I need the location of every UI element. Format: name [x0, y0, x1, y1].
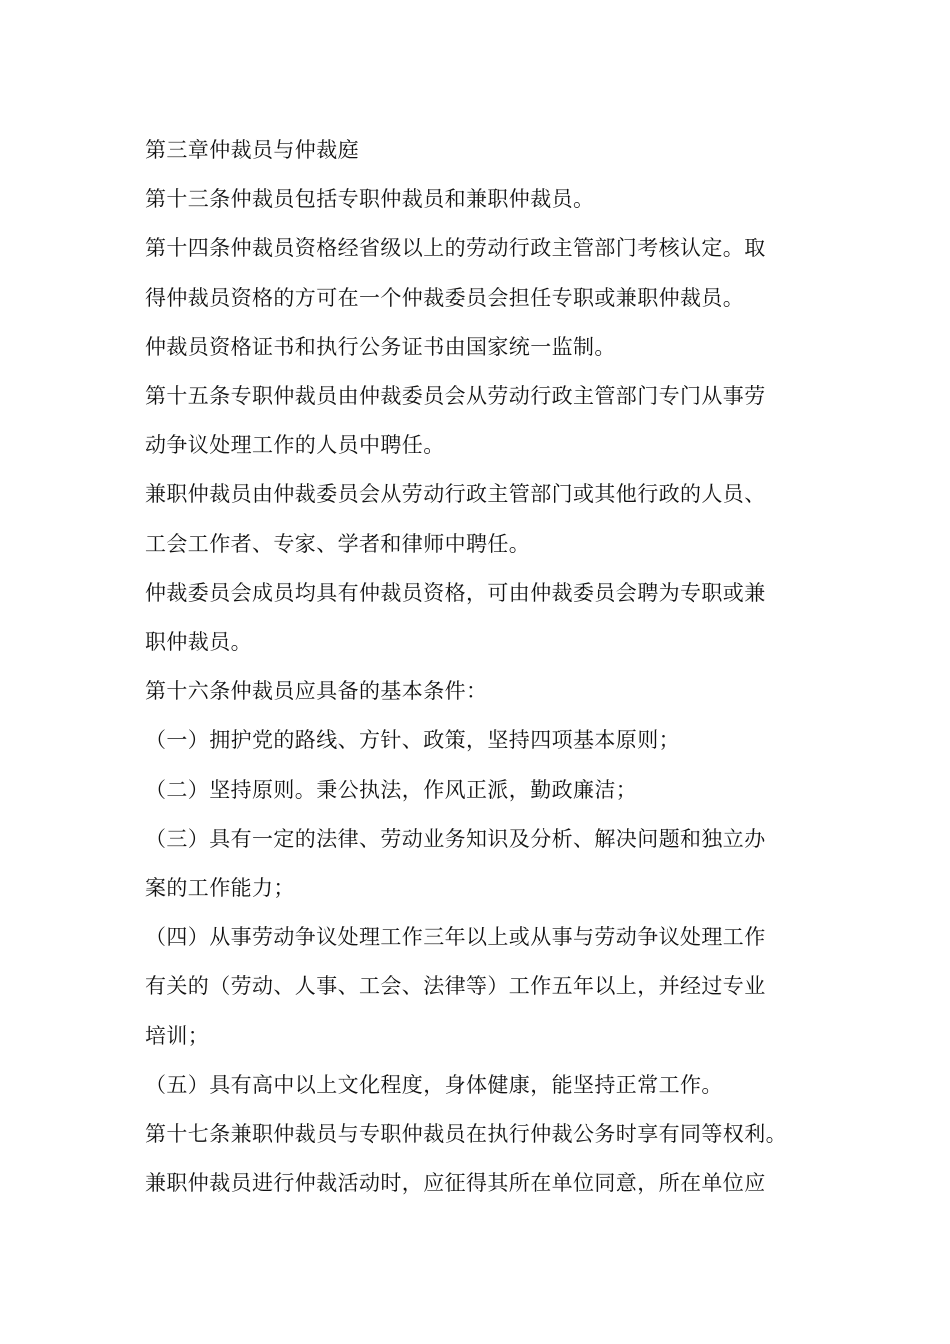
text-line: 得仲裁员资格的方可在一个仲裁委员会担任专职或兼职仲裁员。 [145, 285, 745, 310]
text-line: 工会工作者、专家、学者和律师中聘任。 [145, 531, 531, 556]
text-line: 案的工作能力； [145, 876, 295, 901]
list-item: （四）从事劳动争议处理工作三年以上或从事与劳动争议处理工作 [145, 925, 766, 950]
list-item: （五）具有高中以上文化程度，身体健康，能坚持正常工作。 [145, 1072, 723, 1097]
document-body [145, 126, 810, 1208]
text-line: 兼职仲裁员进行仲裁活动时，应征得其所在单位同意，所在单位应 [145, 1171, 766, 1196]
text-line: 第十五条专职仲裁员由仲裁委员会从劳动行政主管部门专门从事劳 [145, 384, 766, 409]
text-line: 职仲裁员。 [145, 630, 252, 655]
text-line: 第十六条仲裁员应具备的基本条件： [145, 679, 488, 704]
list-item: （二）坚持原则。秉公执法，作风正派，勤政廉洁； [145, 777, 638, 802]
text-line: 培训； [145, 1023, 210, 1048]
text-line: 仲裁员资格证书和执行公务证书由国家统一监制。 [145, 334, 616, 359]
text-line: 第十四条仲裁员资格经省级以上的劳动行政主管部门考核认定。取 [145, 236, 766, 261]
text-line: 兼职仲裁员由仲裁委员会从劳动行政主管部门或其他行政的人员、 [145, 482, 766, 507]
text-line: 第十七条兼职仲裁员与专职仲裁员在执行仲裁公务时享有同等权利。 [145, 1122, 787, 1147]
chapter-heading: 第三章仲裁员与仲裁庭 [145, 138, 359, 162]
text-line: 仲裁委员会成员均具有仲裁员资格，可由仲裁委员会聘为专职或兼 [145, 580, 766, 605]
list-item: （一）拥护党的路线、方针、政策，坚持四项基本原则； [145, 728, 680, 753]
text-line: 第十三条仲裁员包括专职仲裁员和兼职仲裁员。 [145, 187, 595, 212]
list-item: （三）具有一定的法律、劳动业务知识及分析、解决问题和独立办 [145, 826, 766, 851]
text-line: 动争议处理工作的人员中聘任。 [145, 433, 445, 458]
text-line: 有关的（劳动、人事、工会、法律等）工作五年以上，并经过专业 [145, 974, 766, 999]
